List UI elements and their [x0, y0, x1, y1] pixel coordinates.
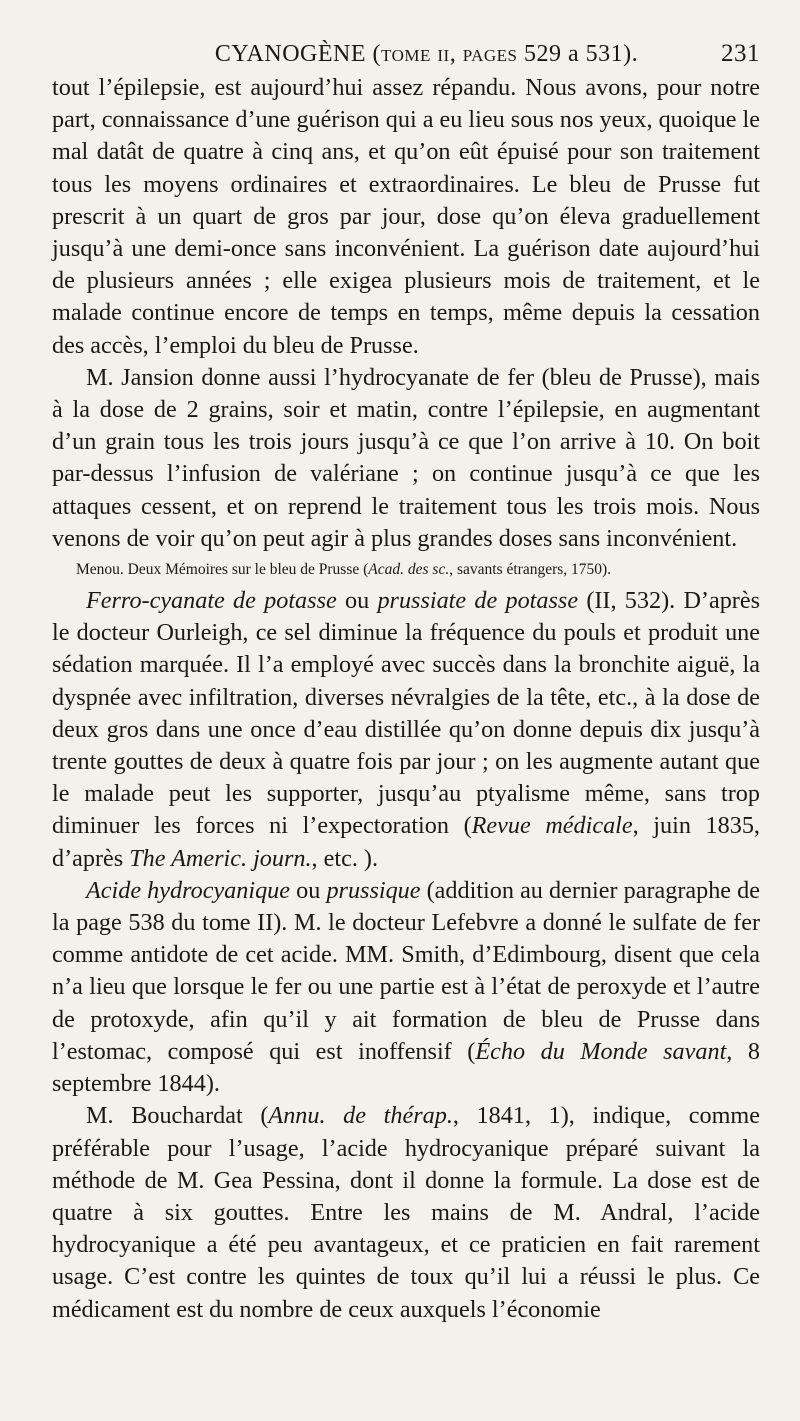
citation-annu: Annu. de thérap. [268, 1102, 453, 1130]
page-header [52, 40, 760, 68]
running-title-pages: 529 a 531). [523, 41, 639, 67]
citation-echo: Écho du Monde savant [475, 1037, 727, 1065]
paragraph-3 [52, 585, 760, 875]
text-ou: ou [336, 587, 378, 615]
paragraph-4-body-2: , 8 septembre 1844). [52, 1037, 761, 1098]
reference-italic: Acad. des sc. [368, 561, 450, 579]
paragraph-4 [52, 875, 760, 1100]
paragraph-3-body-2: , juin 1835, d’après [52, 812, 760, 872]
page-number: 231 [721, 40, 760, 67]
paragraph-5 [52, 1100, 760, 1325]
reference-line [52, 559, 760, 581]
paragraph-5-body: M. Bouchardat ( [86, 1102, 269, 1130]
running-title [52, 41, 721, 68]
heading-ferro-cyanate: Ferro-cyanate de potasse [86, 587, 337, 615]
citation-revue: Revue médicale [471, 812, 633, 840]
paragraph-3-body-3: , etc. ). [311, 844, 379, 872]
paragraph-3-body: (II, 532). D’après le docteur Ourleigh, ce sel diminue la fréquence du pouls et produit une sédation marquée. Il l’a employé avec succès dans la bronchite aiguë, la dyspnée avec infiltration, diverses névralgies de la tête, etc., à la dose de deux gros dans une once d’eau distillée qu’on donne depuis dix jusqu’à trente gouttes de deux à quatre fois par jour ; on les augmente autant que le malade peut les supporter, jusqu’au ptyalisme même, sans trop diminuer les forces ni l’expectoration ( [52, 587, 761, 840]
running-title-main: CYANOGÈNE ( [214, 41, 382, 67]
heading-prussique: prussique [326, 876, 421, 904]
paragraph-2: M. Jansion donne aussi l’hydrocyanate de fer (bleu de Prusse), mais à la dose de 2 grains, soir et matin, contre l’épilepsie, en augmentant d’un grain tous les trois jours jusqu’à ce que l’on arrive à 10. On boit par-dessus l’infusion de valériane ; on continue jusqu’à ce que les attaques cessent, et on reprend le traitement tous les trois mois. Nous venons de voir qu’on peut agir à plus grandes doses sans inconvénient. [52, 363, 760, 552]
reference-text: Menou. Deux Mémoires sur le bleu de Prusse ( [76, 561, 369, 579]
citation-americ: The Americ. journ. [129, 844, 312, 872]
heading-acide-hydrocyanique: Acide hydrocyanique [86, 876, 291, 904]
reference-text-end: , savants étrangers, 1750). [449, 561, 612, 579]
heading-prussiate: prussiate de potasse [377, 587, 579, 615]
paragraph-5-body-2: , 1841, 1), indique, comme préférable pour l’usage, l’acide hydrocyanique préparé suivant la méthode de M. Gea Pessina, dont il donne la formule. La dose est de quatre à six gouttes. Entre les mains de M. Andral, l’acide hydrocyanique a été peu avantageux, et ce praticien en fait rarement usage. C’est contre les quintes de toux qu’il lui a réussi le plus. Ce médicament est du nombre de ceux auxquels l’économie [52, 1102, 760, 1323]
paragraph-1: tout l’épilepsie, est aujourd’hui assez répandu. Nous avons, pour notre part, connaissance d’une guérison qui a eu lieu sous nos yeux, quoique le mal datât de quatre à cinq ans, et qu’on eût épuisé pour son traitement tous les moyens ordinaires et extraordinaires. Le bleu de Prusse fut prescrit à un quart de gros par jour, dose qu’on éleva graduellement jusqu’à une demi-once sans inconvénient. La guérison date aujourd’hui de plusieurs années ; elle exigea plusieurs mois de traitement, et le malade continue encore de temps en temps, même depuis la cessation des accès, l’emploi du bleu de Prusse. [52, 74, 760, 359]
running-title-small-caps: tome ii, pages [381, 41, 518, 67]
text-ou-2: ou [290, 876, 327, 904]
paragraph-4-body: (addition au dernier paragraphe de la page 538 du tome II). M. le docteur Lefebvre a donné le sulfate de fer comme antidote de cet acide. MM. Smith, d’Edimbourg, disent que cela n’a lieu que lorsque le fer ou une partie est à l’état de peroxyde et l’autre de protoxyde, afin qu’il y ait formation de bleu de Prusse dans l’estomac, composé qui est inoffensif ( [52, 876, 760, 1065]
